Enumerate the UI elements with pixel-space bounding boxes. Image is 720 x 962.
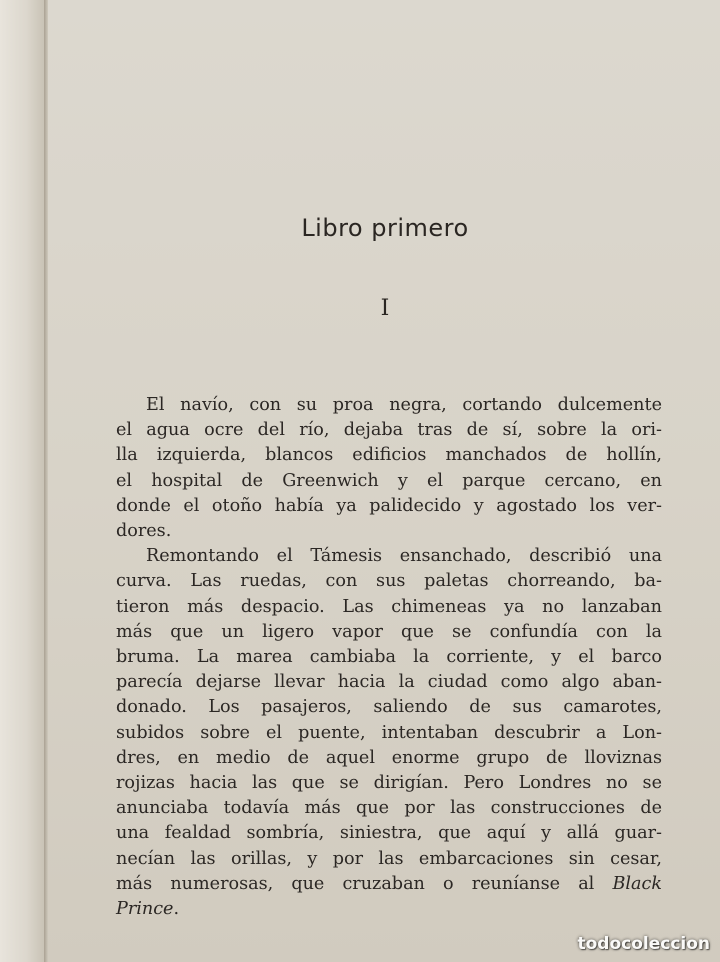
- period: .: [173, 899, 180, 920]
- text-line: lla izquierda, blancos edificios manchados de hollín,: [116, 445, 662, 466]
- text-line: dores.: [116, 521, 172, 542]
- text-line: más que un ligero vapor que se confundía con la: [116, 621, 662, 642]
- text-line: bruma. La marea cambiaba la corriente, y el barco: [116, 647, 662, 668]
- text-line: una fealdad sombría, siniestra, que aquí y allá guar-: [116, 823, 662, 844]
- chapter-body: [116, 393, 662, 922]
- text-line: parecía dejarse llevar hacia la ciudad como algo aban-: [116, 672, 662, 693]
- chapter-number: I: [380, 296, 390, 321]
- text-line: tieron más despacio. Las chimeneas ya no lanzaban: [116, 596, 662, 617]
- text-line: curva. Las ruedas, con sus paletas chorreando, ba-: [116, 571, 662, 592]
- text-line: donde el otoño había ya palidecido y agostado los ver-: [116, 495, 662, 516]
- text-line-with-italic: [116, 872, 662, 897]
- text-line: necían las orillas, y por las embarcaciones sin cesar,: [116, 848, 662, 869]
- text-line: el agua ocre del río, dejaba tras de sí, sobre la ori-: [116, 420, 662, 441]
- text-line: subidos sobre el puente, intentaban descubrir a Lon-: [116, 722, 662, 743]
- text-segment: más numerosas, que cruzaban o reuníanse al: [116, 873, 595, 894]
- text-line: [116, 897, 662, 922]
- left-page-edge: [0, 0, 44, 962]
- book-part-title: Libro primero: [301, 214, 469, 242]
- text-line: El navío, con su proa negra, cortando dulcemente: [146, 395, 662, 415]
- italic-ship-name: Black: [612, 873, 662, 894]
- text-line: rojizas hacia las que se dirigían. Pero Londres no se: [116, 773, 662, 794]
- text-line: Remontando el Támesis ensanchado, describió una: [146, 546, 662, 567]
- text-line: donado. Los pasajeros, saliendo de sus camarotes,: [116, 697, 662, 718]
- watermark-logo: todocoleccion: [577, 934, 710, 954]
- text-line: dres, en medio de aquel enorme grupo de lloviznas: [116, 747, 662, 768]
- text-line: el hospital de Greenwich y el parque cercano, en: [116, 470, 662, 491]
- italic-ship-name: Prince: [116, 899, 174, 920]
- text-line: anunciaba todavía más que por las construcciones de: [116, 798, 662, 819]
